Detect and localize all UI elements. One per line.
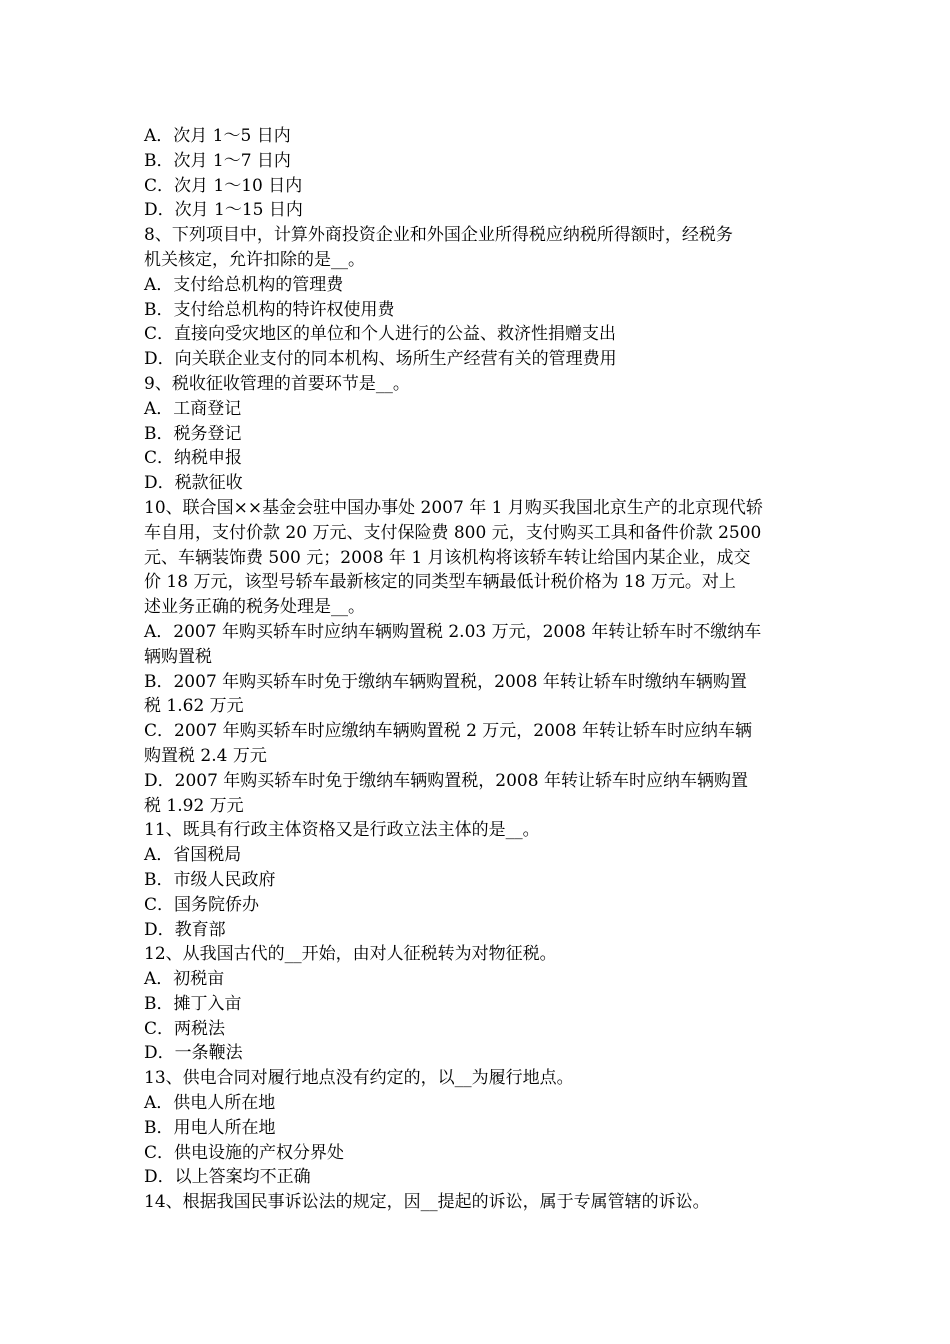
- text-line: C．次月 1～10 日内: [144, 175, 303, 196]
- question-text: 述业务正确的税务处理是__。: [144, 597, 365, 618]
- text-line: 税 1.92 万元: [144, 795, 244, 816]
- question-text: 元、车辆装饰费 500 元；2008 年 1 月该机构将该轿车转让给国内某企业，成交: [144, 547, 751, 568]
- text-line: D．次月 1～15 日内: [144, 200, 303, 221]
- text-line: D．以上答案均不正确: [144, 1167, 311, 1188]
- text-line: C．国务院侨办: [144, 894, 260, 915]
- text-line: C．2007 年购买轿车时应缴纳车辆购置税 2 万元，2008 年转让轿车时应纳车辆: [144, 721, 752, 742]
- question-text: 13、供电合同对履行地点没有约定的，以__为履行地点。: [144, 1068, 574, 1089]
- document-page: [144, 124, 812, 1215]
- question-text: 9、税收征收管理的首要环节是__。: [144, 373, 410, 394]
- text-line: C．供电设施的产权分界处: [144, 1142, 345, 1163]
- text-line: A．初税亩: [144, 969, 225, 990]
- text-line: C．直接向受灾地区的单位和个人进行的公益、救济性捐赠支出: [144, 324, 617, 345]
- text-line: B．摊丁入亩: [144, 993, 242, 1014]
- text-line: D．2007 年购买轿车时免于缴纳车辆购置税，2008 年转让轿车时应纳车辆购置: [144, 770, 748, 791]
- text-line: D．教育部: [144, 919, 226, 940]
- question-text: 价 18 万元，该型号轿车最新核定的同类型车辆最低计税价格为 18 万元。对上: [144, 572, 736, 593]
- question-text: 10、联合国××基金会驻中国办事处 2007 年 1 月购买我国北京生产的北京现代轿: [144, 497, 763, 518]
- text-line: A．2007 年购买轿车时应纳车辆购置税 2.03 万元，2008 年转让轿车时不缴纳车: [144, 621, 762, 642]
- text-line: D．一条鞭法: [144, 1043, 243, 1064]
- text-line: 税 1.62 万元: [144, 696, 244, 717]
- text-line: A．次月 1～5 日内: [144, 126, 291, 146]
- text-line: A．工商登记: [144, 398, 242, 419]
- text-line: D．税款征收: [144, 473, 243, 494]
- question-text: 12、从我国古代的__开始，由对人征税转为对物征税。: [144, 944, 557, 965]
- text-line: B．市级人民政府: [144, 869, 276, 890]
- text-line: D．向关联企业支付的同本机构、场所生产经营有关的管理费用: [144, 349, 617, 370]
- text-line: 辆购置税: [144, 646, 212, 667]
- text-line: C．纳税申报: [144, 448, 243, 469]
- text-line: B．用电人所在地: [144, 1117, 276, 1138]
- text-line: A．支付给总机构的管理费: [144, 274, 344, 295]
- question-text: 11、既具有行政主体资格又是行政立法主体的是__。: [144, 820, 540, 841]
- question-text: 8、下列项目中，计算外商投资企业和外国企业所得税应纳税所得额时，经税务: [144, 225, 733, 246]
- text-line: B．2007 年购买轿车时免于缴纳车辆购置税，2008 年转让轿车时缴纳车辆购置: [144, 671, 747, 692]
- text-line: B．支付给总机构的特许权使用费: [144, 299, 395, 320]
- text-line: B．税务登记: [144, 423, 242, 444]
- question-text: 车自用，支付价款 20 万元、支付保险费 800 元，支付购买工具和备件价款 2500: [144, 522, 762, 543]
- text-line: C．两税法: [144, 1018, 226, 1039]
- text-line: A．供电人所在地: [144, 1093, 276, 1114]
- text-line: A．省国税局: [144, 845, 242, 866]
- question-text: 机关核定，允许扣除的是__。: [144, 249, 365, 270]
- question-text: 14、根据我国民事诉讼法的规定，因__提起的诉讼，属于专属管辖的诉讼。: [144, 1192, 710, 1213]
- text-line: 购置税 2.4 万元: [144, 745, 267, 766]
- text-line: B．次月 1～7 日内: [144, 150, 291, 171]
